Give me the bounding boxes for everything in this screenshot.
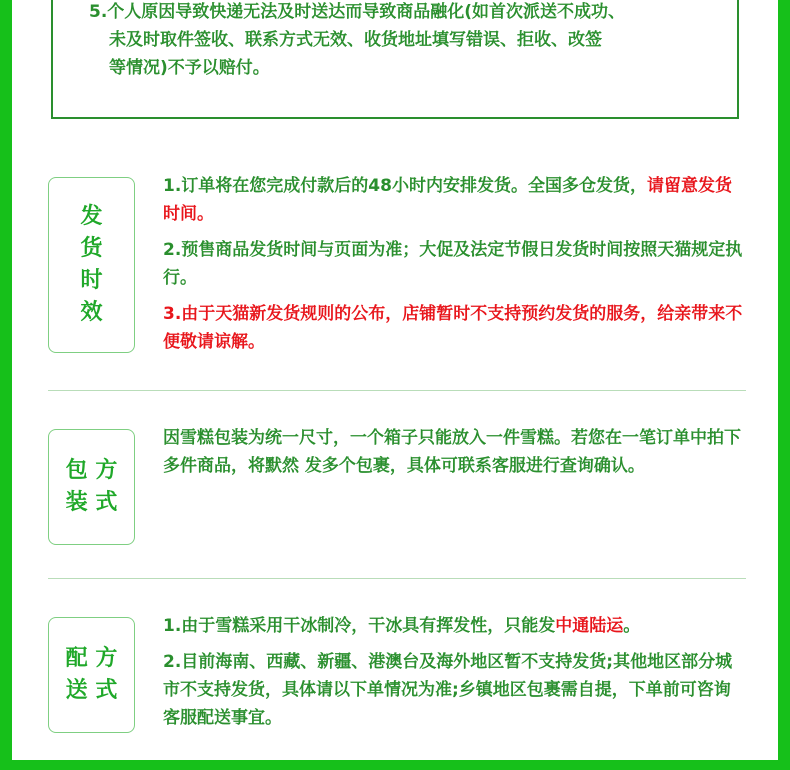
shipping-time-point-1-text: 1.订单将在您完成付款后的48小时内安排发货。全国多仓发货，	[163, 176, 647, 196]
packaging-label-line: 包 方	[65, 458, 118, 483]
packaging-label	[48, 429, 135, 545]
shipping-time-point-3: 3.由于天猫新发货规则的公布，店铺暂时不支持预约发货的服务，给亲带来不便敬请谅解。	[163, 304, 743, 352]
delivery-text	[163, 612, 745, 740]
delivery-point-1-highlight: 中通陆运	[555, 616, 624, 636]
notice-item-5-line1: 5.个人原因导致快递无法及时送达而导致商品融化(如首次派送不成功、	[89, 2, 626, 22]
shipping-time-point-1	[163, 172, 745, 228]
shipping-time-label-char: 时	[80, 268, 103, 293]
shipping-time-text	[163, 172, 745, 364]
delivery-point-1-end: 。	[623, 616, 641, 636]
shipping-time-label	[48, 177, 135, 353]
shipping-time-point-2: 2.预售商品发货时间与页面为准；大促及法定节假日发货时间按照天猫规定执行。	[163, 240, 743, 288]
shipping-time-label-char: 货	[80, 236, 103, 261]
delivery-label	[48, 617, 135, 733]
shipping-time-point-1-highlight: 请留意发货时间。	[163, 176, 732, 224]
delivery-point-1	[163, 612, 745, 640]
delivery-point-2: 2.目前海南、西藏、新疆、港澳台及海外地区暂不支持发货;其他地区部分城市不支持发货，具体请以下单情况为准;乡镇地区包裹需自提，下单前可咨询客服配送事宜。	[163, 652, 733, 728]
section-divider	[48, 578, 746, 579]
notice-item-5-line3: 等情况)不予以赔付。	[109, 58, 270, 78]
delivery-label-line: 配 方	[65, 646, 118, 671]
delivery-label-line: 送 式	[65, 678, 118, 703]
compensation-notice-box	[51, 0, 739, 119]
shipping-time-label-char: 效	[80, 300, 103, 325]
compensation-notice-text	[89, 0, 709, 82]
packaging-label-line: 装 式	[65, 490, 118, 515]
section-divider	[48, 390, 746, 391]
notice-item-5-line2: 未及时取件签收、联系方式无效、收货地址填写错误、拒收、改签	[109, 30, 602, 50]
delivery-point-1-text: 1.由于雪糕采用干冰制冷，干冰具有挥发性，只能发	[163, 616, 556, 636]
shipping-time-label-char: 发	[80, 204, 103, 229]
packaging-text: 因雪糕包装为统一尺寸，一个箱子只能放入一件雪糕。若您在一笔订单中拍下多件商品，将默然 发多个包裹，具体可联系客服进行查询确认。	[163, 428, 741, 476]
